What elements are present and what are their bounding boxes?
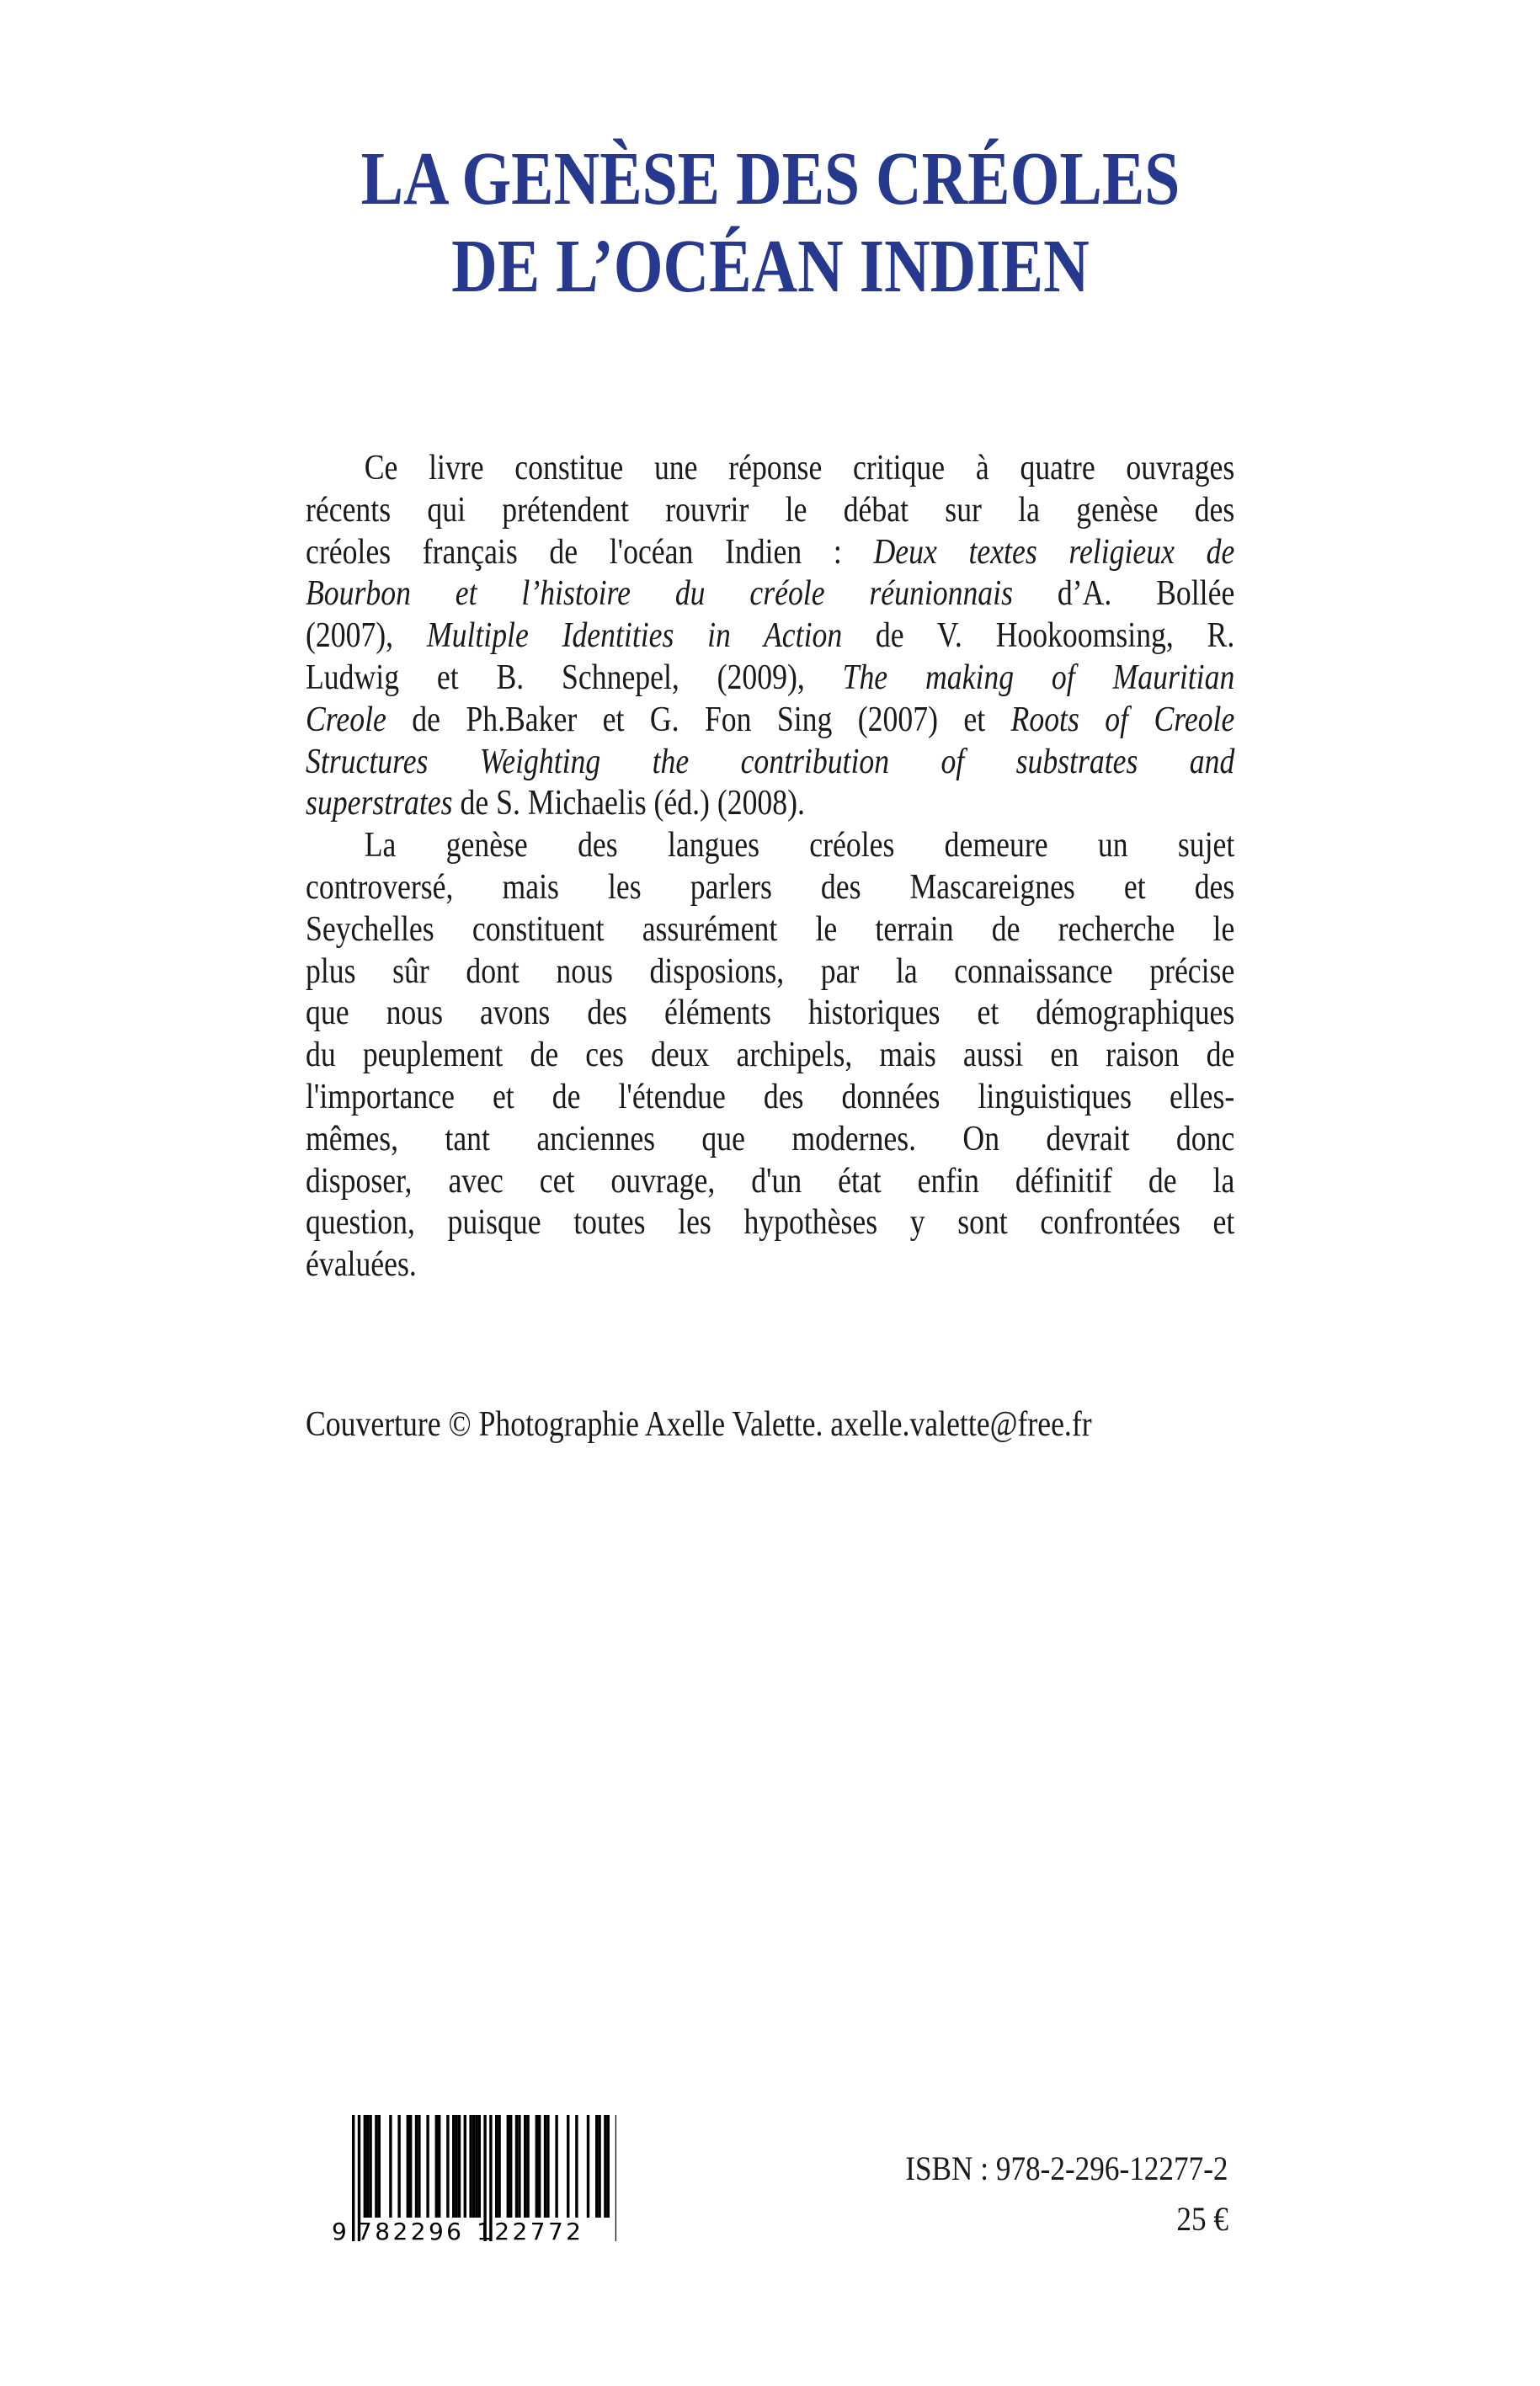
text-line (306, 700, 1234, 742)
text-segment: controversé, mais les parlers des Mascareignes et des (306, 867, 1235, 907)
barcode-bar (615, 2115, 616, 2241)
text-line (306, 867, 1234, 909)
barcode-bar (469, 2115, 472, 2218)
text-segment: évaluées. (306, 1245, 417, 1285)
text-segment: mêmes, tant anciennes que modernes. On devrait donc (306, 1119, 1235, 1158)
barcode-bar (544, 2115, 546, 2218)
text-segment: La genèse des langues créoles demeure un sujet (364, 826, 1235, 865)
italic-title-segment: Creole (306, 700, 386, 739)
italic-title-segment: Structures Weighting the contribution of substrates and (306, 742, 1235, 781)
barcode-bar (458, 2115, 461, 2218)
barcode-bar (415, 2115, 418, 2218)
barcode-bar (538, 2115, 541, 2218)
text-line (306, 658, 1234, 700)
italic-title-segment: Deux textes religieux de (873, 532, 1235, 572)
text-segment: question, puisque toutes les hypothèses y sont confrontées et (306, 1203, 1235, 1243)
barcode-bar (407, 2115, 409, 2218)
barcode-bar (375, 2115, 377, 2218)
title-text-1: LA GENÈSE DES CRÉOLES (360, 137, 1180, 221)
italic-title-segment: The making of Mauritian (842, 658, 1235, 697)
text-line (306, 1244, 1234, 1286)
text-line (306, 1119, 1234, 1161)
barcode-bar (364, 2115, 366, 2218)
barcode-bar (604, 2115, 606, 2218)
text-line (306, 1035, 1234, 1077)
barcode-bar (509, 2115, 512, 2218)
barcode-bar (518, 2115, 520, 2218)
barcode-bar (498, 2115, 500, 2218)
text-line (306, 1161, 1234, 1203)
barcode-bar (378, 2115, 381, 2218)
book-title-line-1 (0, 137, 1540, 221)
barcode-bar (526, 2115, 529, 2218)
text-segment: disposer, avec cet ouvrage, d'un état enfin définitif de la (306, 1161, 1235, 1201)
barcode-bar (575, 2115, 578, 2218)
text-segment: d’A. Bollée (1012, 574, 1235, 614)
text-line (306, 783, 1234, 825)
barcode-bar (397, 2115, 400, 2218)
barcode-bar (595, 2115, 598, 2218)
text-line (306, 448, 1234, 490)
text-segment: Ludwig et B. Schnepel, (2009), (306, 658, 843, 697)
text-segment: de V. Hookoomsing, R. (842, 616, 1235, 656)
text-line (306, 573, 1234, 615)
barcode-bar (366, 2115, 369, 2218)
barcode-right-digits: 122772 (477, 2218, 581, 2243)
barcode-bar (536, 2115, 538, 2218)
barcode-bar (567, 2115, 569, 2218)
barcode-bar (435, 2115, 438, 2218)
text-segment: (2007), (306, 616, 427, 656)
text-line (306, 1077, 1234, 1119)
italic-title-segment: Bourbon et l’histoire du créole réunionnais (306, 574, 1013, 614)
isbn: ISBN : 978-2-296-12277-2 (905, 2149, 1228, 2187)
barcode-bar (352, 2115, 354, 2241)
blurb-text (306, 448, 1234, 1286)
text-segment: plus sûr dont nous disposions, par la connaissance précise (306, 951, 1235, 991)
barcode-bar (475, 2115, 477, 2218)
text-segment: Ce livre constitue une réponse critique à quatre ouvrages (364, 449, 1235, 487)
text-segment: du peuplement de ces deux archipels, mais aussi en raison de (306, 1036, 1235, 1075)
text-segment: l'importance et de l'étendue des données linguistiques elles- (306, 1077, 1235, 1116)
text-line (306, 825, 1234, 867)
barcode-bar (446, 2115, 449, 2218)
barcode-bar (587, 2115, 589, 2218)
barcode-bar (438, 2115, 440, 2218)
barcode-left-digits: 782296 (357, 2218, 461, 2243)
barcode-bar (524, 2115, 526, 2218)
text-segment: créoles français de l'océan Indien : (306, 532, 874, 572)
text-segment: Seychelles constituent assurément le terrain de recherche le (306, 909, 1235, 949)
italic-title-segment: Roots of Creole (1010, 700, 1235, 739)
text-segment: récents qui prétendent rouvrir le débat sur la genèse des (306, 490, 1235, 530)
barcode-bar (389, 2115, 392, 2218)
book-title-line-2 (0, 225, 1540, 308)
barcode-bar (546, 2115, 549, 2218)
text-segment: que nous avons des éléments historiques et démographiques (306, 993, 1235, 1033)
italic-title-segment: Multiple Identities in Action (426, 616, 843, 656)
barcode-bar (426, 2115, 429, 2218)
barcode-first-digit: 9 (332, 2218, 347, 2243)
barcode-bar (598, 2115, 600, 2218)
text-line (306, 993, 1234, 1035)
text-line (306, 742, 1234, 784)
credit-text: Couverture © Photographie Axelle Valette. axelle.valette@free.fr (306, 1405, 1092, 1444)
barcode-bar (455, 2115, 457, 2218)
barcode-bar (555, 2115, 557, 2218)
text-segment: de S. Michaelis (éd.) (2008). (452, 784, 805, 823)
text-line (306, 490, 1234, 532)
text-line (306, 909, 1234, 951)
barcode-bar (495, 2115, 498, 2218)
text-line (306, 532, 1234, 574)
barcode-bar (507, 2115, 509, 2218)
text-line (306, 951, 1234, 993)
ean13-barcode (330, 2115, 616, 2243)
barcode-bar (452, 2115, 455, 2218)
barcode-bar (472, 2115, 475, 2218)
price: 25 € (1176, 2200, 1228, 2238)
barcode-bar (369, 2115, 371, 2218)
barcode-bar (607, 2115, 610, 2218)
text-segment: de Ph.Baker et G. Fon Sing (2007) et (386, 700, 1011, 739)
barcode-bar (478, 2115, 481, 2218)
title-text-2: DE L’OCÉAN INDIEN (450, 225, 1090, 308)
barcode-bar (515, 2115, 518, 2218)
barcode-bar (409, 2115, 412, 2218)
barcode-bar (464, 2115, 466, 2218)
italic-title-segment: superstrates (306, 784, 453, 823)
text-line (306, 1202, 1234, 1244)
barcode-bar (418, 2115, 420, 2218)
text-line (306, 615, 1234, 658)
cover-credit (306, 1404, 1234, 1446)
